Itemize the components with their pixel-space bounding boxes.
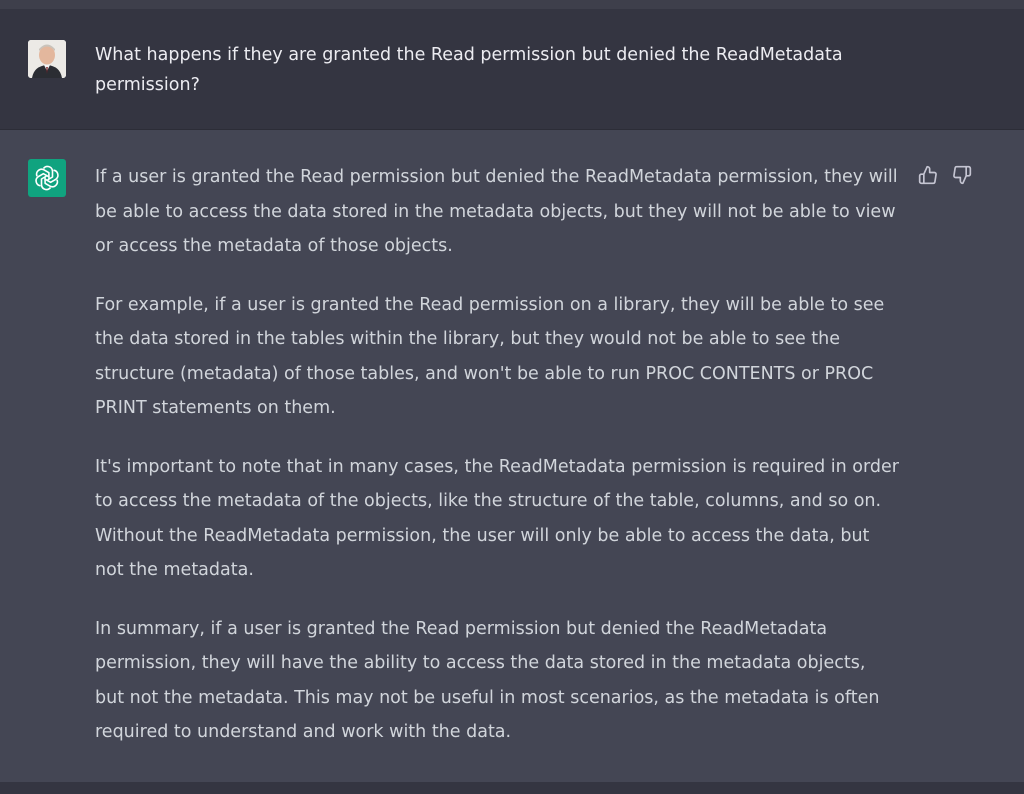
thumbs-up-button[interactable] — [916, 163, 940, 187]
top-divider — [0, 0, 1024, 9]
assistant-message-text — [95, 160, 900, 774]
user-message-text: What happens if they are granted the Read permission but denied the ReadMetadata permission? — [95, 45, 843, 95]
answer-paragraph-1: If a user is granted the Read permission but denied the ReadMetadata permission, they will be able to access the data stored in the metadata objects, but they will not be able to view or access the metadata of those objects. — [95, 167, 898, 256]
answer-paragraph-3: It's important to note that in many cases, the ReadMetadata permission is required in order to access the metadata of the objects, like the structure of the table, columns, and so on. Without the ReadMetadata permission, the user will only be able to access the data, but not the metadata. — [95, 456, 899, 580]
user-message-row — [0, 9, 1024, 130]
answer-paragraph-2: For example, if a user is granted the Read permission on a library, they will be able to see the data stored in the tables within the library, but they would not be able to see the structure (metadata) of those tables, and won't be able to run PROC CONTENTS or PROC PRINT statements on them. — [95, 294, 885, 418]
openai-logo-icon — [28, 159, 66, 197]
thumbs-down-button[interactable] — [950, 163, 974, 187]
bottom-divider — [0, 782, 1024, 794]
assistant-message-row — [0, 130, 1024, 782]
thumbs-down-icon — [952, 165, 972, 185]
thumbs-up-icon — [918, 165, 938, 185]
user-avatar — [28, 40, 66, 78]
answer-paragraph-4: In summary, if a user is granted the Read permission but denied the ReadMetadata permission, they will have the ability to access the data stored in the metadata objects, but not the metadata. This may not be useful in most scenarios, as the metadata is often required to understand and work with the data. — [95, 618, 880, 742]
